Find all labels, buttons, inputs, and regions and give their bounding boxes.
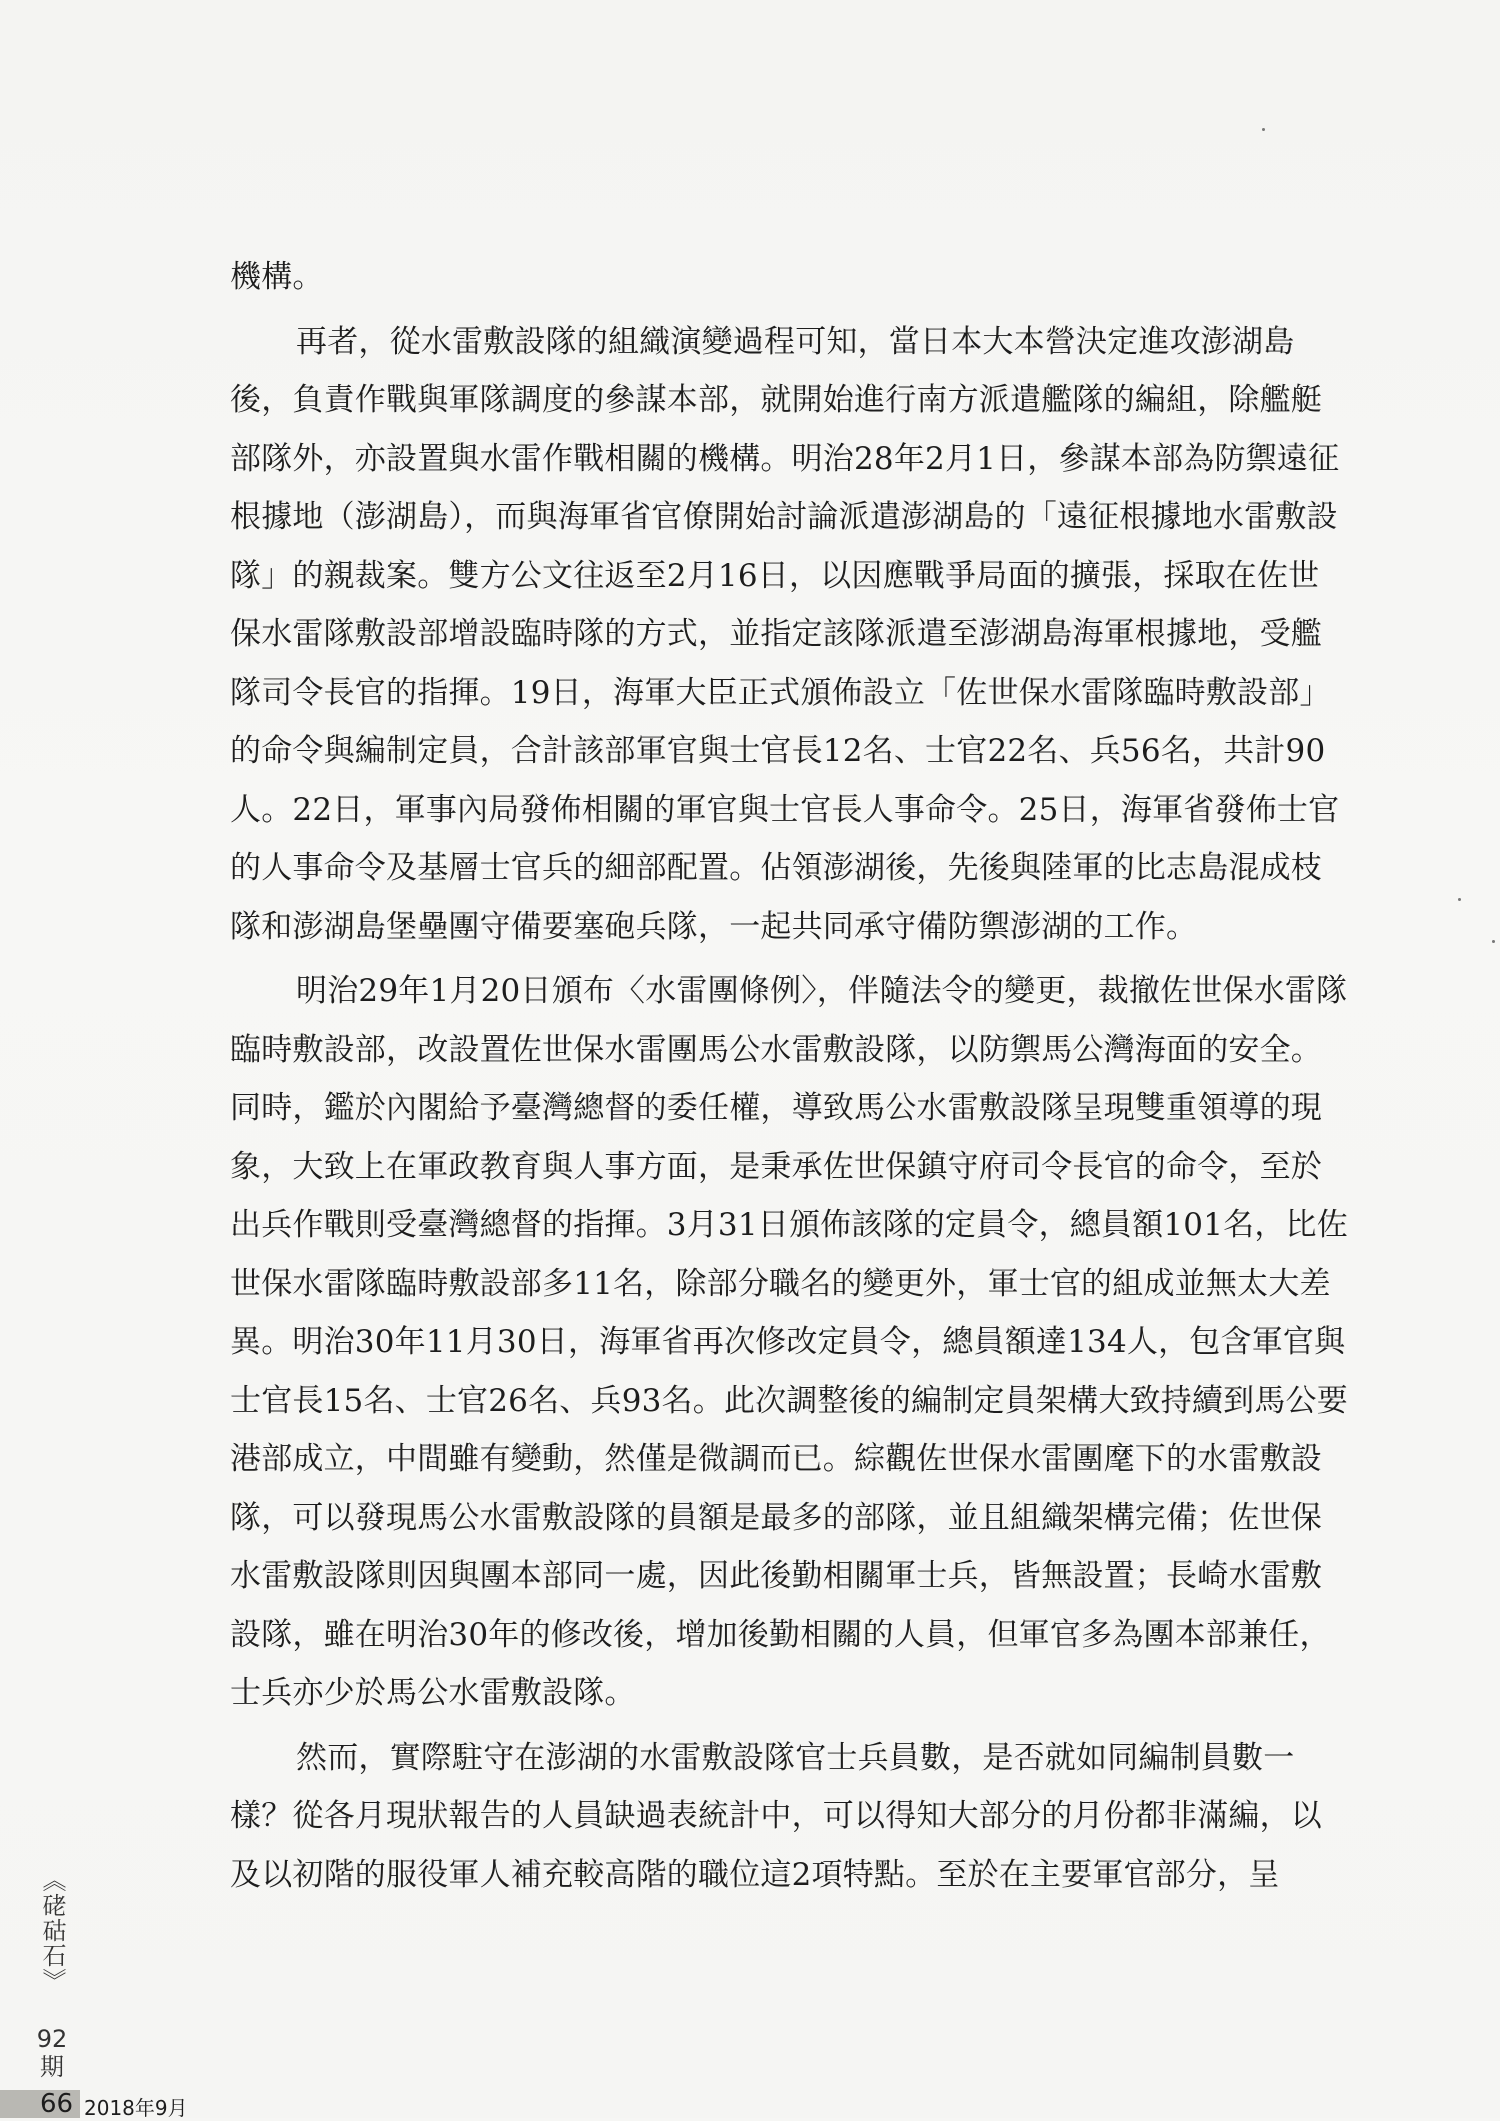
paragraph: 然而，實際駐守在澎湖的水雷敷設隊官士兵員數，是否就如同編制員數一樣？從各月現狀報告的人員缺過表統計中，可以得知大部分的月份都非滿編，以及以初階的服役軍人補充較高階的職位這2項特點。至於在主要軍官部分，呈 [230,1739,1322,1893]
paragraph: 明治29年1月20日頒布〈水雷團條例〉，伴隨法令的變更，裁撤佐世保水雷隊臨時敷設部，改設置佐世保水雷團馬公水雷敷設隊，以防禦馬公灣海面的安全。同時，鑑於內閣給予臺灣總督的委任權，導致馬公水雷敷設隊呈現雙重領導的現象，大致上在軍政教育與人事方面，是秉承佐世保鎮守府司令長官的命令，至於出兵作戰則受臺灣總督的指揮。3月31日頒佈該隊的定員令，總員額101名，比佐世保水雷隊臨時敷設部多11名，除部分職名的變更外，軍士官的組成並無太大差異。明治30年11月30日，海軍省再次修改定員令，總員額達134人，包含軍官與士官長15名、士官26名、兵93名。此次調整後的編制定員架構大致持續到馬公要港部成立，中間雖有變動，然僅是微調而已。綜觀佐世保水雷團麾下的水雷敷設隊，可以發現馬公水雷敷設隊的員額是最多的部隊，並且組織架構完備；佐世保水雷敷設隊則因與團本部同一處，因此後勤相關軍士兵，皆無設置；長崎水雷敷設隊，雖在明治30年的修改後，增加後勤相關的人員，但軍官多為團本部兼任，士兵亦少於馬公水雷敷設隊。 [230,973,1348,1711]
paper-speck [1492,940,1495,943]
page-number: 66 [40,2089,74,2119]
paragraph-continuation: 機構。 [230,259,324,295]
paragraph: 再者，從水雷敷設隊的組織演變過程可知，當日本大本營決定進攻澎湖島後，負責作戰與軍隊調度的參謀本部，就開始進行南方派遣艦隊的編組，除艦艇部隊外，亦設置與水雷作戰相關的機構。明治28年2月1日，參謀本部為防禦遠征根據地（澎湖島），而與海軍省官僚開始討論派遣澎湖島的「遠征根據地水雷敷設隊」的親裁案。雙方公文往返至2月16日，以因應戰爭局面的擴張，採取在佐世保水雷隊敷設部增設臨時隊的方式，並指定該隊派遣至澎湖島海軍根據地，受艦隊司令長官的指揮。19日，海軍大臣正式頒佈設立「佐世保水雷隊臨時敷設部」的命令與編制定員，合計該部軍官與士官長12名、士官22名、兵56名，共計90人。22日，軍事內局發佈相關的軍官與士官長人事命令。25日，海軍省發佈士官的人事命令及基層士官兵的細部配置。佔領澎湖後，先後與陸軍的比志島混成枝隊和澎湖島堡壘團守備要塞砲兵隊，一起共同承守備防禦澎湖的工作。 [230,323,1340,945]
issue-date: 2018年9月 [84,2096,188,2120]
journal-title: 《硓𥑮石》 [38,1868,66,1993]
paper-speck [1458,898,1461,901]
journal-issue: 92期 [36,2025,68,2081]
article-body [230,248,1350,1904]
paper-speck [1262,128,1265,131]
